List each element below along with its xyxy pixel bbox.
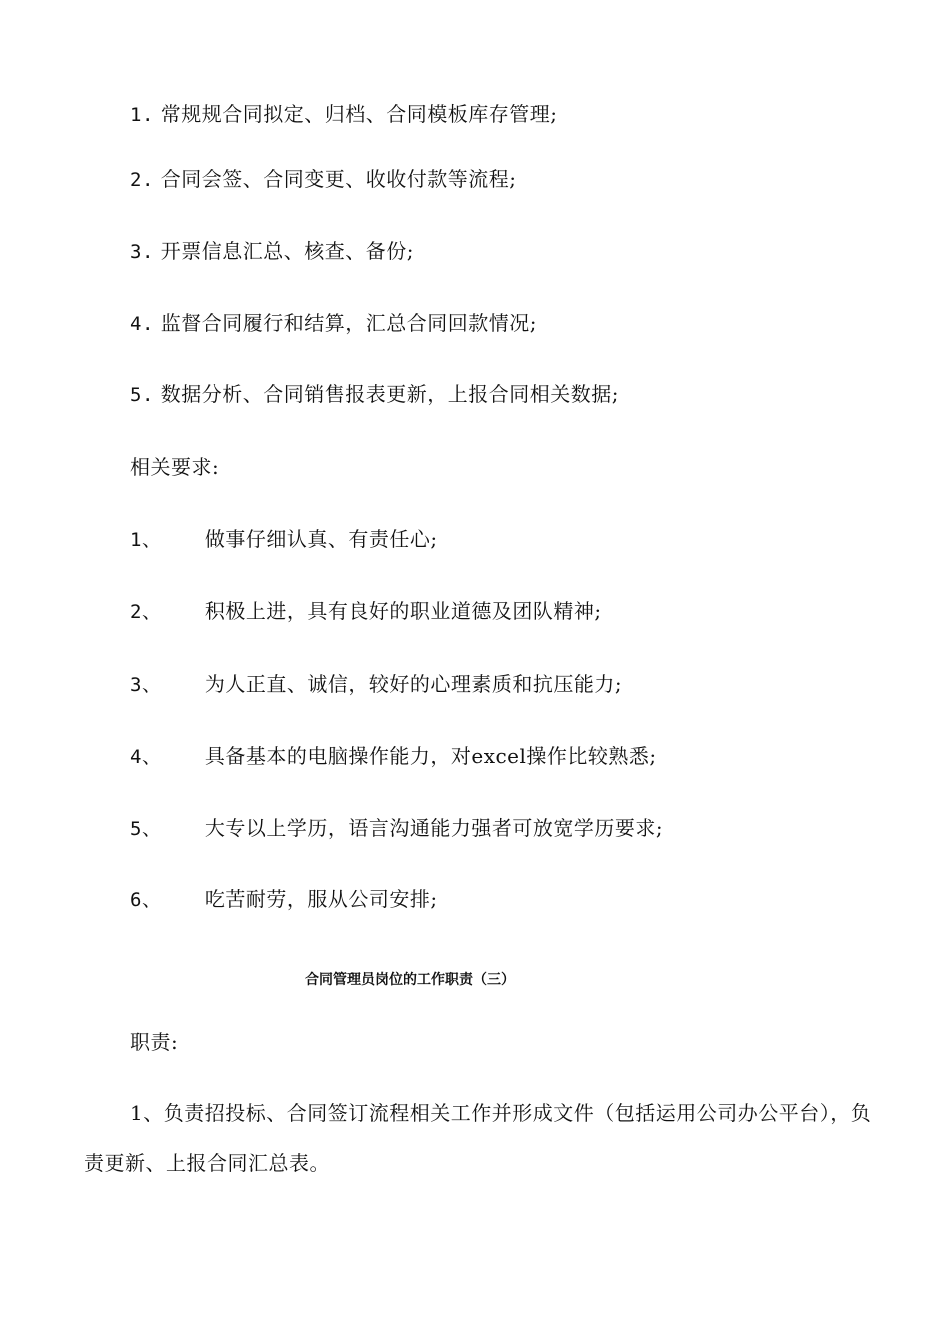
requirement-text: 具备基本的电脑操作能力，对excel操作比较熟悉;: [204, 744, 657, 768]
duty-number: 4.: [130, 313, 154, 335]
duty-item: [130, 380, 619, 409]
duty-item: [130, 165, 517, 194]
requirement-item: [130, 742, 657, 771]
requirement-item: [130, 885, 438, 914]
duty-number: 2.: [130, 169, 154, 191]
requirement-item: [130, 670, 622, 699]
duty-text: 监督合同履行和结算，汇总合同回款情况;: [160, 311, 537, 335]
duty-number: 1.: [130, 104, 154, 126]
duty-number: 3.: [130, 241, 154, 263]
duty-item: [130, 237, 414, 266]
requirement-number: 6、: [130, 889, 162, 911]
requirement-item: [130, 597, 602, 626]
duty-paragraph: 1、负责招投标、合同签订流程相关工作并形成文件（包括运用公司办公平台），负责更新、上报合同汇总表。: [84, 1101, 872, 1175]
requirement-number: 5、: [130, 818, 162, 840]
requirement-text: 为人正直、诚信，较好的心理素质和抗压能力;: [204, 672, 623, 696]
duty-text: 开票信息汇总、核查、备份;: [160, 239, 414, 263]
requirement-number: 2、: [130, 601, 162, 623]
requirement-number: 4、: [130, 746, 162, 768]
duties-heading: 职责:: [130, 1030, 179, 1054]
requirement-item: [130, 814, 663, 843]
duty-number: 5.: [130, 384, 154, 406]
duty-text: 合同会签、合同变更、收收付款等流程;: [160, 167, 517, 191]
duty-item: [130, 100, 558, 129]
section-title: 合同管理员岗位的工作职责（三）: [305, 972, 515, 988]
duty-item: [130, 309, 537, 338]
requirement-text: 做事仔细认真、有责任心;: [204, 527, 438, 551]
requirement-item: [130, 525, 438, 554]
duty-text: 数据分析、合同销售报表更新，上报合同相关数据;: [160, 382, 619, 406]
requirement-text: 吃苦耐劳，服从公司安排;: [204, 887, 438, 911]
duty-text: 常规规合同拟定、归档、合同模板库存管理;: [160, 102, 558, 126]
requirement-number: 1、: [130, 529, 162, 551]
requirement-text: 积极上进，具有良好的职业道德及团队精神;: [204, 599, 602, 623]
requirement-text: 大专以上学历，语言沟通能力强者可放宽学历要求;: [204, 816, 664, 840]
requirements-heading: 相关要求:: [130, 455, 220, 479]
requirement-number: 3、: [130, 674, 162, 696]
